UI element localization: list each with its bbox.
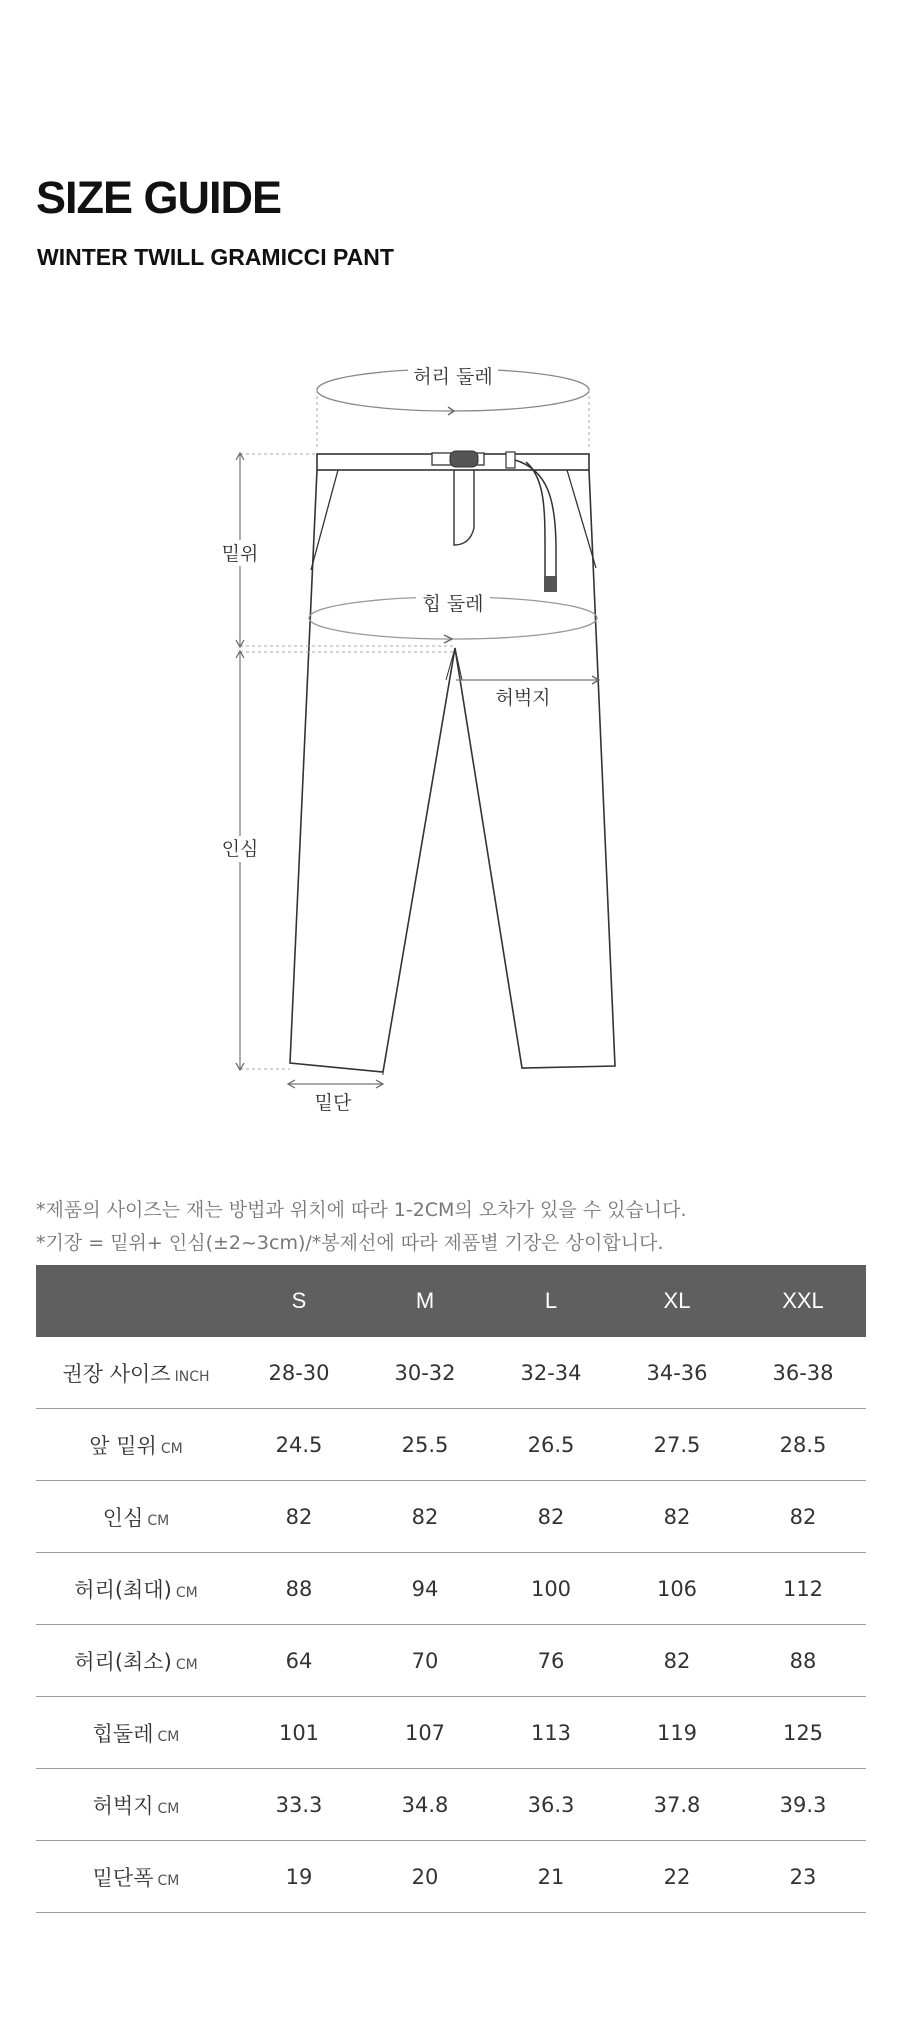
table-cell: 20 — [362, 1841, 488, 1913]
row-label: 허리(최소) CM — [36, 1625, 236, 1697]
table-cell: 25.5 — [362, 1409, 488, 1481]
table-row — [36, 1409, 866, 1481]
table-cell: 34.8 — [362, 1769, 488, 1841]
product-name: WINTER TWILL GRAMICCI PANT — [37, 244, 394, 270]
table-cell: 39.3 — [740, 1769, 866, 1841]
table-cell: 119 — [614, 1697, 740, 1769]
table-cell: 107 — [362, 1697, 488, 1769]
table-row — [36, 1481, 866, 1553]
table-cell: 101 — [236, 1697, 362, 1769]
table-cell: 28-30 — [236, 1337, 362, 1409]
table-row — [36, 1553, 866, 1625]
table-cell: 112 — [740, 1553, 866, 1625]
table-row — [36, 1625, 866, 1697]
table-cell: 82 — [362, 1481, 488, 1553]
table-cell: 28.5 — [740, 1409, 866, 1481]
table-cell: 88 — [740, 1625, 866, 1697]
label-rise: 밑위 — [221, 543, 259, 565]
table-cell: 82 — [614, 1481, 740, 1553]
pant-outline — [290, 470, 615, 1072]
table-cell: 24.5 — [236, 1409, 362, 1481]
table-cell: 32-34 — [488, 1337, 614, 1409]
pant-measurement-diagram — [0, 350, 901, 1130]
column-header: XL — [614, 1265, 740, 1337]
table-cell: 22 — [614, 1841, 740, 1913]
table-cell: 82 — [740, 1481, 866, 1553]
table-cell: 64 — [236, 1625, 362, 1697]
row-label: 권장 사이즈 INCH — [36, 1337, 236, 1409]
table-row — [36, 1697, 866, 1769]
table-cell: 37.8 — [614, 1769, 740, 1841]
table-row — [36, 1337, 866, 1409]
table-cell: 36.3 — [488, 1769, 614, 1841]
column-header — [36, 1265, 236, 1337]
row-label: 밑단폭 CM — [36, 1841, 236, 1913]
table-row — [36, 1769, 866, 1841]
table-cell: 36-38 — [740, 1337, 866, 1409]
table-cell: 106 — [614, 1553, 740, 1625]
table-cell: 70 — [362, 1625, 488, 1697]
table-cell: 82 — [488, 1481, 614, 1553]
table-cell: 125 — [740, 1697, 866, 1769]
table-cell: 33.3 — [236, 1769, 362, 1841]
table-cell: 94 — [362, 1553, 488, 1625]
row-label: 허리(최대) CM — [36, 1553, 236, 1625]
row-label: 허벅지 CM — [36, 1769, 236, 1841]
table-cell: 19 — [236, 1841, 362, 1913]
belt-tip — [544, 576, 557, 592]
label-hip: 힙 둘레 — [422, 593, 484, 615]
size-table — [36, 1265, 866, 1913]
column-header: XXL — [740, 1265, 866, 1337]
table-cell: 27.5 — [614, 1409, 740, 1481]
table-row — [36, 1841, 866, 1913]
table-cell: 113 — [488, 1697, 614, 1769]
column-header: M — [362, 1265, 488, 1337]
table-cell: 23 — [740, 1841, 866, 1913]
size-notes — [36, 1194, 687, 1260]
table-cell: 88 — [236, 1553, 362, 1625]
column-header: S — [236, 1265, 362, 1337]
column-header: L — [488, 1265, 614, 1337]
note-line: *기장 = 밑위+ 인심(±2~3cm)/*봉제선에 따라 제품별 기장은 상이합니다. — [36, 1232, 664, 1254]
label-waist: 허리 둘레 — [413, 366, 493, 388]
page-title: SIZE GUIDE — [36, 172, 282, 223]
table-cell: 82 — [614, 1625, 740, 1697]
table-cell: 76 — [488, 1625, 614, 1697]
table-cell: 30-32 — [362, 1337, 488, 1409]
table-cell: 100 — [488, 1553, 614, 1625]
table-cell: 26.5 — [488, 1409, 614, 1481]
label-inseam: 인심 — [221, 838, 259, 860]
table-cell: 21 — [488, 1841, 614, 1913]
table-cell: 82 — [236, 1481, 362, 1553]
note-line: *제품의 사이즈는 재는 방법과 위치에 따라 1-2CM의 오차가 있을 수 있습니다. — [36, 1199, 687, 1221]
table-header-row — [36, 1265, 866, 1337]
label-hem: 밑단 — [314, 1092, 352, 1114]
row-label: 인심 CM — [36, 1481, 236, 1553]
table-cell: 34-36 — [614, 1337, 740, 1409]
label-thigh: 허벅지 — [495, 687, 551, 709]
row-label: 힙둘레 CM — [36, 1697, 236, 1769]
row-label: 앞 밑위 CM — [36, 1409, 236, 1481]
